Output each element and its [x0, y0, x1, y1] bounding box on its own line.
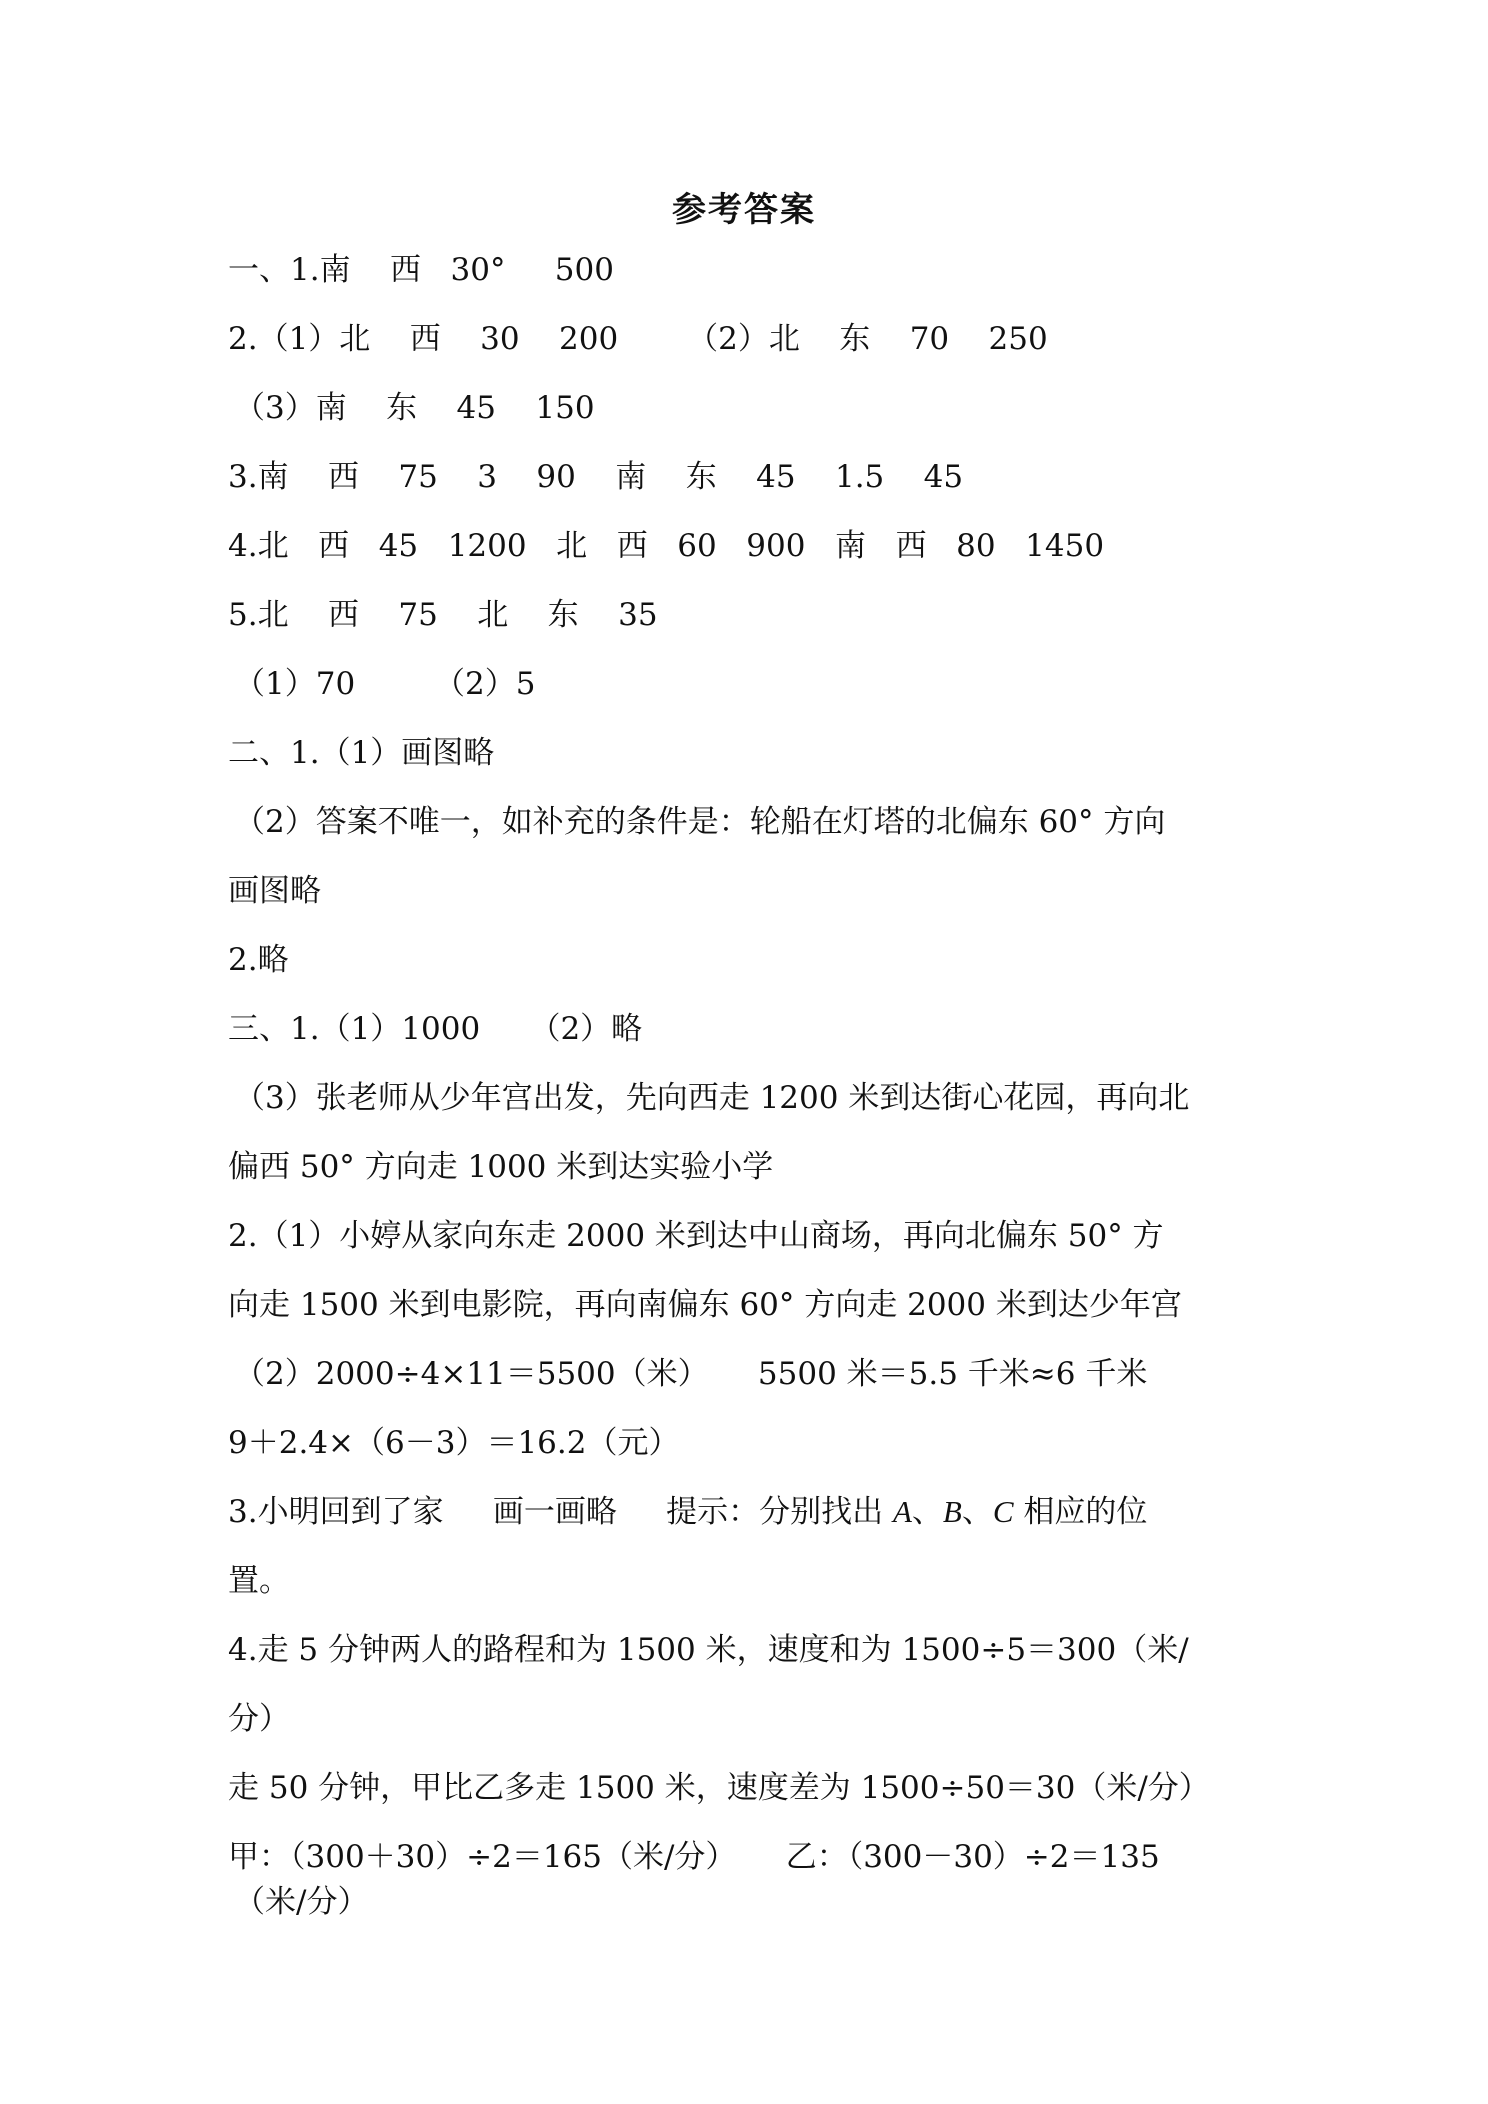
answer-line-9: （2）答案不唯一，如补充的条件是：轮船在灯塔的北偏东 60° 方向 [234, 804, 1166, 840]
answer-line-24: 甲：（300＋30）÷2＝165（米/分） 乙：（300－30）÷2＝135 [228, 1839, 1160, 1875]
answer-line-19 [228, 1492, 1147, 1532]
answer-line-3: （3）南 东 45 150 [234, 390, 595, 426]
answer-line-18: 9＋2.4×（6－3）＝16.2（元） [228, 1425, 680, 1461]
answer-line-8: 二、1.（1）画图略 [228, 735, 495, 771]
answer-line-20: 置。 [228, 1563, 290, 1599]
page-title: 参考答案 [672, 190, 816, 230]
answer-line-2: 2.（1）北 西 30 200 （2）北 东 70 250 [228, 321, 1048, 357]
separator-1: 、 [911, 1494, 943, 1530]
answer-line-15: 2.（1）小婷从家向东走 2000 米到达中山商场，再向北偏东 50° 方 [228, 1218, 1164, 1254]
answer-line-21: 4.走 5 分钟两人的路程和为 1500 米，速度和为 1500÷5＝300（米/ [228, 1632, 1189, 1668]
answer-line-4: 3.南 西 75 3 90 南 东 45 1.5 45 [228, 459, 964, 495]
answer-line-11: 2.略 [228, 942, 289, 978]
answer-line-7: （1）70 （2）5 [234, 666, 536, 702]
point-a-label: A [892, 1494, 912, 1529]
answer-line-22: 分） [228, 1701, 290, 1737]
answer-line-19-text-before: 3.小明回到了家 画一画略 提示：分别找出 [228, 1494, 893, 1530]
point-b-label: B [942, 1494, 962, 1529]
answer-line-14: 偏西 50° 方向走 1000 米到达实验小学 [228, 1149, 774, 1185]
answer-line-13: （3）张老师从少年宫出发，先向西走 1200 米到达街心花园，再向北 [234, 1080, 1190, 1116]
answer-line-16: 向走 1500 米到电影院，再向南偏东 60° 方向走 2000 米到达少年宫 [228, 1287, 1182, 1323]
answer-line-25: （米/分） [234, 1884, 369, 1920]
separator-2: 、 [961, 1494, 993, 1530]
answer-line-23: 走 50 分钟，甲比乙多走 1500 米，速度差为 1500÷50＝30（米/分） [228, 1770, 1210, 1806]
answer-line-12: 三、1.（1）1000 （2）略 [228, 1011, 643, 1047]
answer-line-5: 4.北 西 45 1200 北 西 60 900 南 西 80 1450 [228, 528, 1105, 564]
answer-line-17: （2）2000÷4×11＝5500（米） 5500 米＝5.5 千米≈6 千米 [234, 1356, 1148, 1392]
answer-line-1: 一、1.南 西 30° 500 [228, 252, 614, 288]
answer-line-6: 5.北 西 75 北 东 35 [228, 597, 658, 633]
answer-line-10: 画图略 [228, 873, 321, 909]
answer-line-19-text-after: 相应的位 [1013, 1494, 1148, 1530]
point-c-label: C [992, 1494, 1014, 1529]
